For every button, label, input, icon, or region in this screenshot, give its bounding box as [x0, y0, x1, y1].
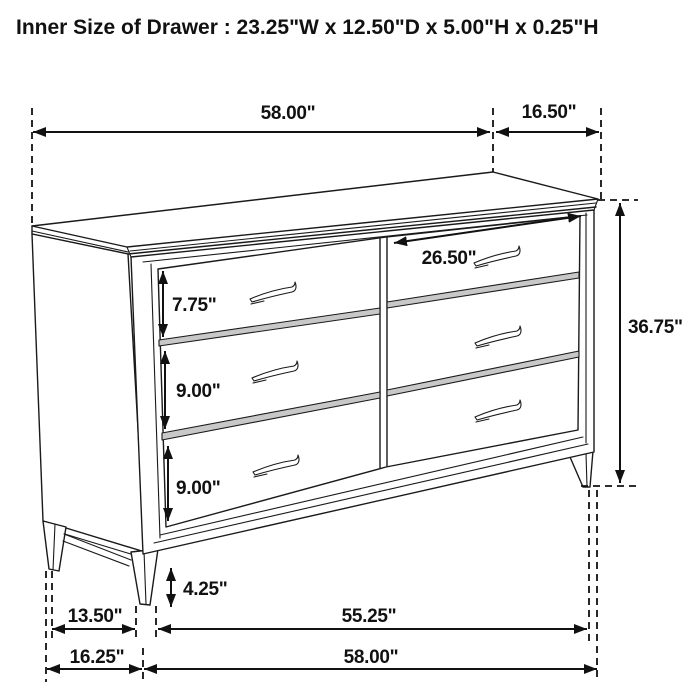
dresser-front-frame — [127, 199, 598, 554]
dresser-drawing — [32, 172, 598, 605]
front-leg-spacing-dimension — [158, 606, 587, 629]
dresser-left-panel — [32, 234, 145, 558]
dim-label-drawer-width: 26.50" — [421, 248, 477, 269]
dim-label-top-width: 58.00" — [260, 103, 316, 124]
page-title: Inner Size of Drawer : 23.25"W x 12.50"D x 5.00"H x 0.25"H — [16, 16, 599, 39]
top-width-dimension — [33, 103, 490, 132]
dim-label-top-drawer-height: 7.75" — [172, 295, 217, 316]
dim-label-bottom-width: 58.00" — [343, 647, 399, 668]
dim-label-overall-height: 36.75" — [628, 317, 683, 338]
front-left-leg — [131, 549, 158, 605]
bottom-width-dimension — [144, 647, 597, 669]
side-depth-dimension — [47, 647, 142, 669]
dim-label-front-leg-spacing: 55.25" — [341, 606, 397, 627]
dim-label-top-depth: 16.50" — [521, 102, 577, 123]
dim-label-bottom-drawer-height: 9.00" — [176, 478, 221, 499]
dim-label-side-leg-spacing: 13.50" — [67, 606, 123, 627]
back-left-leg — [43, 521, 66, 571]
leg-height-dimension — [171, 568, 228, 607]
side-leg-spacing-dimension — [52, 606, 135, 629]
top-depth-dimension — [496, 102, 599, 132]
overall-height-dimension — [620, 203, 683, 483]
dim-label-middle-drawer-height: 9.00" — [176, 381, 221, 402]
dim-label-side-depth: 16.25" — [69, 647, 125, 668]
dim-label-leg-height: 4.25" — [183, 579, 228, 600]
